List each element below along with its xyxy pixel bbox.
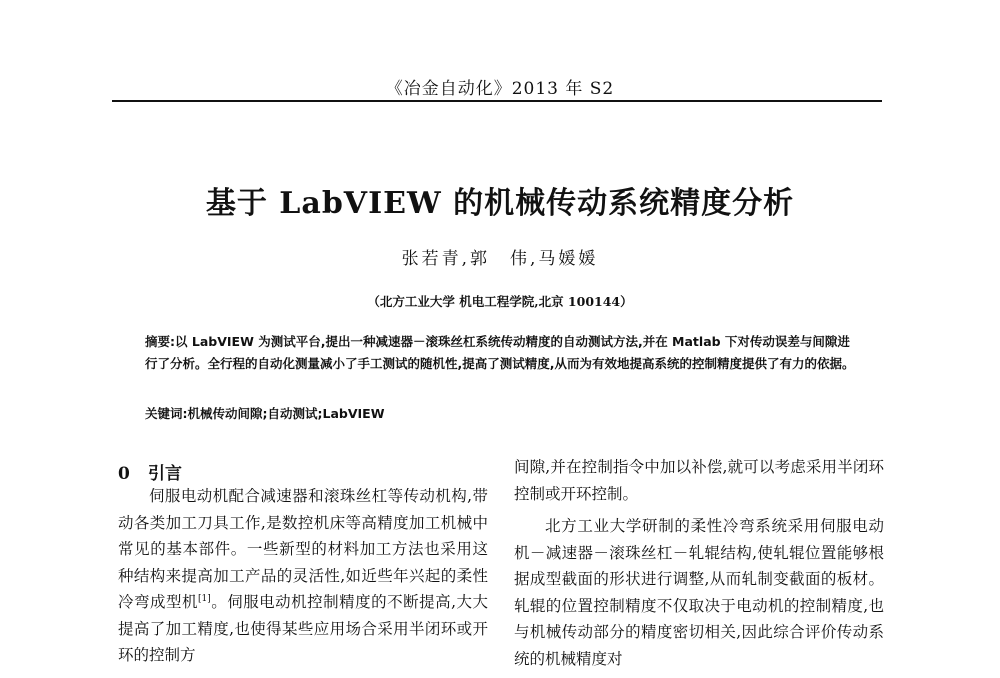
intro-paragraph-1-continued: 。伺服电动机控制精度的不断提高,大大提高了加工精度,也使得某些应用场合采用半闭环或开环的控制方 [118,593,488,664]
right-paragraph-2: 北方工业大学研制的柔性冷弯系统采用伺服电动机－减速器－滚珠丝杠－轧辊结构,使轧辊位置能够根据成型截面的形状进行调整,从而轧制变截面的板材。轧辊的位置控制精度不仅取决于电动机的控制精度,也与机械传动部分的精度密切相关,因此综合评价传动系统的机械精度对 [514,517,884,668]
right-paragraph-1: 间隙,并在控制指令中加以补偿,就可以考虑采用半闭环控制或开环控制。 [514,458,884,503]
abstract [145,331,857,375]
keywords-text: 机械传动间隙;自动测试;LabVIEW [187,406,385,421]
keywords [145,403,857,425]
section-number: 0 [118,464,130,484]
left-column [118,483,488,669]
paper-authors: 张若青,郭 伟,马媛媛 [401,249,599,269]
author-affiliation: （北方工业大学 机电工程学院,北京 100144） [367,294,633,309]
header-rule [112,100,882,102]
citation-ref[interactable]: [1] [197,593,211,604]
right-column [514,454,884,672]
intro-paragraph-1-text: 伺服电动机配合减速器和滚珠丝杠等传动机构,带动各类加工刀具工作,是数控机床等高精度加工机械中常见的基本部件。一些新型的材料加工方法也采用这种结构来提高加工产品的灵活性,如近些年兴起的柔性冷弯成型机 [118,487,488,611]
paper-title: 基于 LabVIEW 的机械传动系统精度分析 [205,186,795,221]
journal-running-header: 《冶金自动化》2013 年 S2 [385,79,615,99]
section-title: 引言 [148,464,182,484]
abstract-label: 摘要: [145,334,175,349]
keywords-label: 关键词: [145,406,188,421]
intro-paragraph-1 [118,483,488,669]
section-heading-introduction [118,459,182,484]
abstract-text: 以 LabVIEW 为测试平台,提出一种减速器－滚珠丝杠系统传动精度的自动测试方法,并在 Matlab 下对传动误差与间隙进行了分析。全行程的自动化测量减小了手工测试的随机性,提高了测试精度,从而为有效地提高系统的控制精度提供了有力的依据。 [145,334,855,371]
